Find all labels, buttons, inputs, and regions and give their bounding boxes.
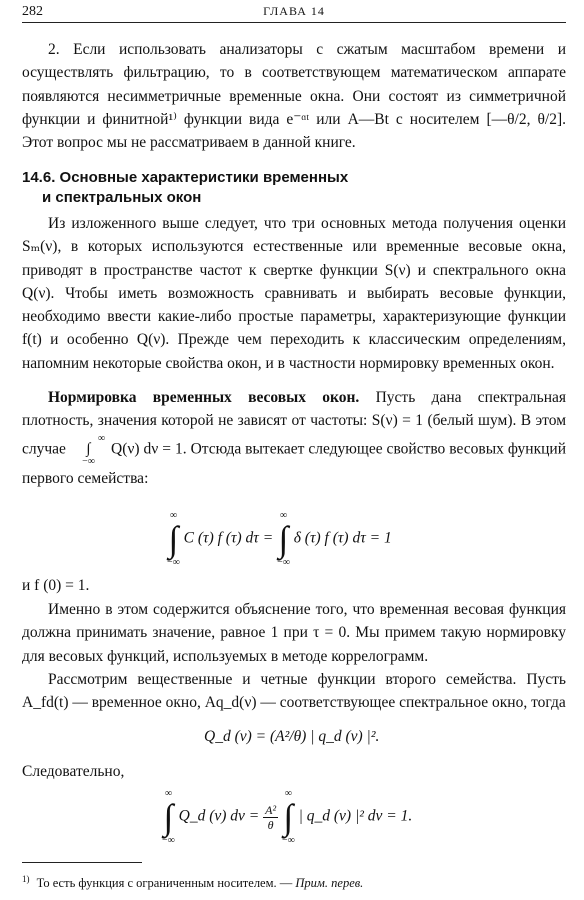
inline-integral-lower: −∞ bbox=[82, 455, 95, 467]
second-family-paragraph bbox=[22, 668, 566, 715]
eq3-fraction bbox=[263, 803, 278, 832]
equation-window-normalization bbox=[162, 788, 412, 846]
integral-sign: ∫ bbox=[168, 519, 179, 559]
eq1-int1-upper: ∞ bbox=[169, 510, 177, 521]
eq1-integral-2 bbox=[277, 510, 290, 568]
normalization-text-2: Отсюда вытекает следующее свойство весовых функций первого семейства: bbox=[22, 440, 566, 487]
section-heading-line1: 14.6. Основные характеристики временных bbox=[22, 169, 349, 186]
eq3-rhs: | q_d (ν) |² dν = 1. bbox=[298, 807, 413, 825]
normalization-text-1: Пусть дана спектральная плотность, значения которой не зависят от частоты: S(ν) = 1 (белый шум). В этом случае bbox=[22, 389, 567, 458]
header-rule bbox=[22, 22, 566, 23]
footnote-translator-note: Прим. перев. bbox=[295, 876, 364, 891]
footnote bbox=[22, 874, 566, 891]
page-header bbox=[22, 4, 566, 20]
footnote-rule bbox=[22, 862, 142, 863]
normalization-title: Нормировка временных весовых окон. bbox=[48, 389, 360, 406]
f0-text: и f (0) = 1. bbox=[22, 577, 90, 594]
integral-sign: ∫ bbox=[283, 797, 294, 837]
inline-integral-upper: ∞ bbox=[97, 432, 106, 444]
eq1-int2-lower: −∞ bbox=[277, 557, 290, 568]
section-heading bbox=[22, 168, 566, 208]
eq3-fraction-numerator: A² bbox=[265, 802, 277, 817]
explanation-paragraph bbox=[22, 598, 566, 668]
eq3-lhs: Q_d (ν) dν = bbox=[178, 807, 260, 825]
eq1-lhs: C (τ) f (τ) dτ = bbox=[183, 529, 274, 547]
explanation-text: Именно в этом содержится объяснение того, что временная весовая функция должна принимать значение, равное 1 при τ = 0. Мы примем такую нормировку для весовых функций, используемых в методе коррелограмм. bbox=[22, 601, 566, 665]
normalization-paragraph bbox=[22, 386, 566, 490]
page-number: 282 bbox=[22, 4, 43, 19]
eq3-fraction-denominator: θ bbox=[267, 817, 274, 832]
eq3-int1-upper: ∞ bbox=[164, 788, 172, 799]
integral-sign: ∫ bbox=[278, 519, 289, 559]
eq1-integral-1 bbox=[167, 510, 180, 568]
eq3-int2-lower: −∞ bbox=[281, 835, 295, 846]
eq3-int2-upper: ∞ bbox=[284, 788, 292, 799]
footnote-text: То есть функция с ограниченным носителем. — bbox=[36, 876, 293, 891]
eq1-int2-upper: ∞ bbox=[279, 510, 288, 521]
equation-normalization bbox=[167, 510, 392, 568]
intro-text: Из изложенного выше следует, что три основных метода получения оценки Sₘ(ν), в которых используются естественные или временные весовые окна, приводят в пространстве частот к свертке функции S(ν) и спектрального окна Q(ν). Чтобы иметь возможность сравнивать и выбирать весовые функции, необходимо ввести какие-либо простые параметры, характеризующие функции f(t) и особенно Q(ν). Прежде чем переходить к классическим определениям, напомним некоторые свойства окон, и в частности нормировку временных окон. bbox=[22, 215, 566, 372]
item-2-paragraph bbox=[22, 38, 566, 154]
running-title: ГЛАВА 14 bbox=[263, 4, 325, 18]
eq3-integral-2 bbox=[282, 788, 295, 846]
eq1-rhs: δ (τ) f (τ) dτ = 1 bbox=[293, 529, 392, 547]
eq3-int1-lower: −∞ bbox=[162, 835, 175, 846]
book-page bbox=[22, 0, 566, 900]
second-family-text: Рассмотрим вещественные и четные функции второго семейства. Пусть A_fd(t) — временное окно, Aq_d(ν) — соответствующее спектральное окно, тогда bbox=[22, 671, 566, 712]
inline-equation: Q(ν) dν = 1. bbox=[111, 440, 187, 458]
hence-line bbox=[22, 760, 566, 783]
hence-text: Следовательно, bbox=[22, 763, 125, 780]
equation-spectral-window: Q_d (ν) = (A²/θ) | q_d (ν) |². bbox=[204, 728, 380, 745]
eq1-int1-lower: −∞ bbox=[167, 557, 180, 568]
item-2-text: 2. Если использовать анализаторы с сжатым масштабом времени и осуществлять фильтрацию, то в соответствующем математическом аппарате появляются несимметричные временные окна. Они состоят из симметричной функции и финитной¹⁾ функции вида e⁻ᵅᵗ или A—Bt с носителем [—θ/2, θ/2]. Этот вопрос мы не рассматриваем в данной книге. bbox=[22, 41, 566, 152]
inline-integral-limits bbox=[72, 433, 105, 467]
eq3-integral-1 bbox=[162, 788, 175, 846]
integral-sign: ∫ bbox=[163, 797, 174, 837]
footnote-mark: 1) bbox=[22, 874, 30, 884]
f0-line bbox=[22, 574, 566, 597]
section-heading-line2: и спектральных окон bbox=[42, 189, 202, 206]
inline-integral-sign: ∫ bbox=[86, 440, 91, 457]
intro-paragraph bbox=[22, 212, 566, 375]
